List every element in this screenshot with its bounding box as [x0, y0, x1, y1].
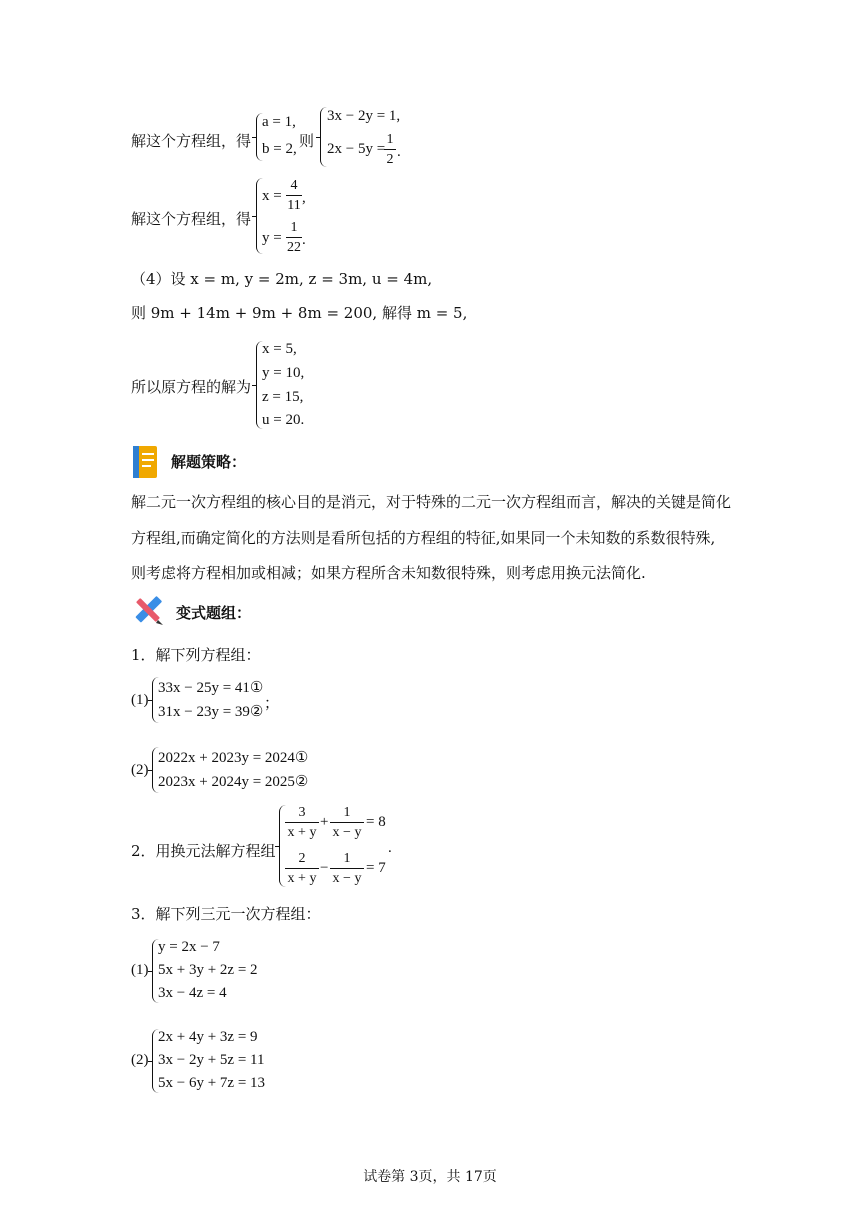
q3a-eq1: y = 2x − 7 — [158, 939, 220, 955]
q2-rhs-2: = 7 — [366, 860, 386, 876]
q2-frac-2: 1 x − y — [330, 805, 364, 840]
sol-y: y = 10, — [262, 365, 305, 381]
y-eq: y = — [262, 230, 282, 246]
fraction-x: 4 11 — [287, 178, 301, 213]
sum-text: 则 9m + 14m + 9m + 8m = 200, 解得 m = 5, — [131, 304, 468, 322]
strategy-line-2: 方程组,而确定简化的方法则是看所包括的方程组的特征,如果同一个未知数的系数很特殊, — [131, 529, 716, 547]
q1a-end: ； — [264, 694, 280, 712]
strategy-heading: 解题策略： — [171, 453, 247, 471]
question-3: 3．解下列三元一次方程组： — [131, 905, 321, 923]
q2-frac-3: 2 x + y — [285, 851, 319, 886]
q1a-eq1: 33x − 25y = 41① — [158, 680, 264, 696]
solve-text-2: 解这个方程组，得 — [131, 210, 252, 228]
question-2: 2．用换元法解方程组 — [131, 842, 276, 860]
solve-text-1: 解这个方程组，得 — [131, 132, 252, 150]
eq-b: b = 2, — [262, 141, 297, 157]
q3b-eq1: 2x + 4y + 3z = 9 — [158, 1029, 258, 1045]
part4-text: （4）设 x = m, y = 2m, z = 3m, u = 4m, — [131, 270, 433, 288]
question-1: 1．解下列方程组： — [131, 646, 261, 664]
sol-z: z = 15, — [262, 389, 304, 405]
sys1-eq2-lhs: 2x − 5y = — [327, 141, 386, 157]
q3b-eq3: 5x − 6y + 7z = 13 — [158, 1075, 266, 1091]
q2-frac-4: 1 x − y — [330, 851, 364, 886]
q1b-eq2: 2023x + 2024y = 2025② — [158, 774, 309, 790]
notebook-icon — [131, 444, 159, 480]
q2-rhs-1: = 8 — [366, 814, 386, 830]
q2-op-2: − — [320, 860, 329, 876]
q3a-eq2: 5x + 3y + 2z = 2 — [158, 962, 258, 978]
q3b-eq2: 3x − 2y + 5z = 11 — [158, 1052, 265, 1068]
period: . — [302, 232, 306, 248]
fraction-y: 1 22 — [287, 220, 301, 255]
q1a-eq2: 31x − 23y = 39② — [158, 704, 264, 720]
then-text: 则 — [299, 132, 315, 150]
page-footer: 试卷第 3页，共 17页 — [363, 1169, 497, 1185]
sol-u: u = 20. — [262, 412, 305, 428]
eq-a: a = 1, — [262, 114, 296, 130]
q3a-eq3: 3x − 4z = 4 — [158, 985, 227, 1001]
variants-heading: 变式题组： — [176, 604, 252, 622]
strategy-line-1: 解二元一次方程组的核心目的是消元，对于特殊的二元一次方程组而言，解决的关键是简化 — [131, 493, 732, 511]
comma: , — [302, 190, 306, 206]
fraction-half: 1 2 — [384, 132, 396, 167]
period: . — [397, 144, 401, 160]
orig-solution-text: 所以原方程的解为 — [131, 378, 252, 396]
x-eq: x = — [262, 188, 282, 204]
strategy-line-3: 则考虑将方程相加或相减；如果方程所含未知数很特殊，则考虑用换元法简化. — [131, 564, 646, 582]
q2-end: . — [388, 840, 392, 856]
q1b-label: (2) — [131, 762, 149, 778]
q3b-label: (2) — [131, 1052, 149, 1068]
ruler-pencil-icon — [131, 593, 165, 627]
sol-x: x = 5, — [262, 341, 297, 357]
sys1-eq1: 3x − 2y = 1, — [327, 108, 401, 124]
q2-frac-1: 3 x + y — [285, 805, 319, 840]
brace-sys1 — [320, 107, 327, 167]
q2-op-1: + — [320, 814, 329, 830]
q1a-label: (1) — [131, 692, 149, 708]
q1b-eq1: 2022x + 2023y = 2024① — [158, 750, 309, 766]
q3a-label: (1) — [131, 962, 149, 978]
